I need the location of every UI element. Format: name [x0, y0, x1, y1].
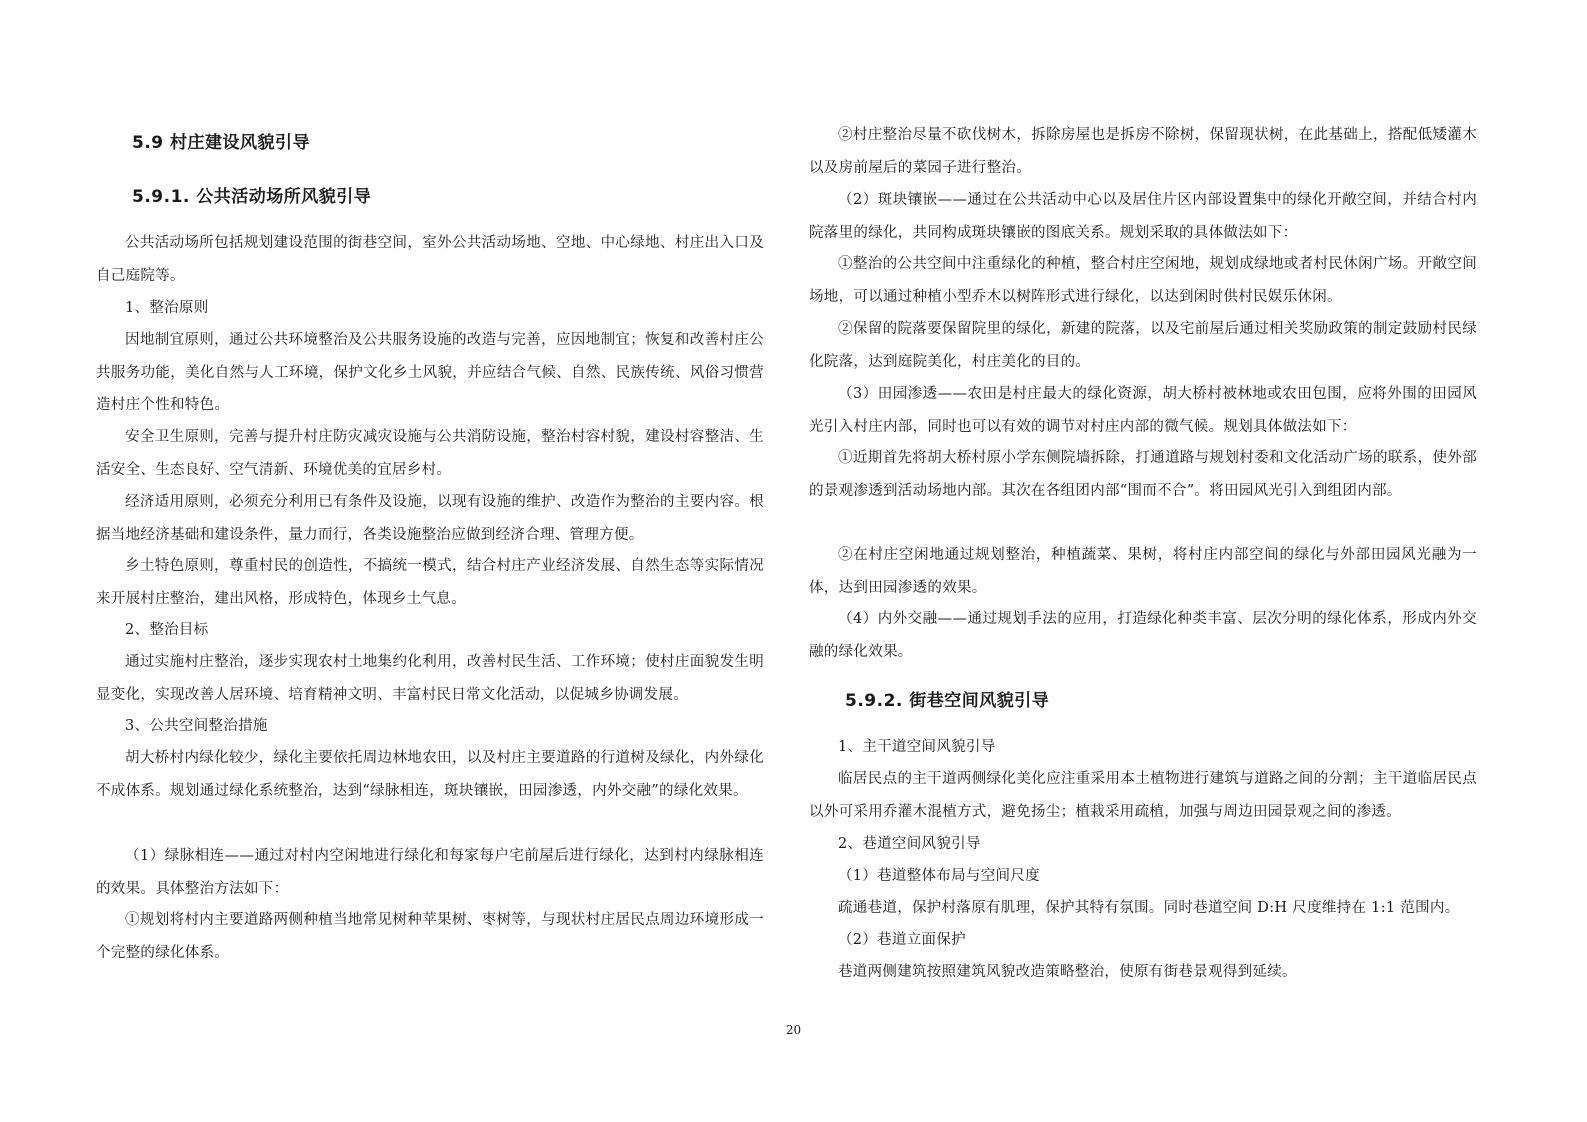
paragraph: 通过实施村庄整治，逐步实现农村土地集约化利用，改善村民生活、工作环境；使村庄面貌发生明显变化，实现改善人居环境、培育精神文明、丰富村民日常文化活动，以促城乡协调发展。 [96, 654, 764, 703]
paragraph: ①整治的公共空间中注重绿化的种植，整合村庄空闲地，规划成绿地或者村民休闲广场。开敞空间场地，可以通过种植小型乔木以树阵形式进行绿化，以达到闲时供村民娱乐休闲。 [809, 256, 1477, 305]
paragraph: 巷道两侧建筑按照建筑风貌改造策略整治，使原有街巷景观得到延续。 [838, 964, 1297, 980]
paragraph: 经济适用原则，必须充分利用已有条件及设施，以现有设施的维护、改造作为整治的主要内容。根据当地经济基础和建设条件，量力而行，各类设施整治应做到经济合理、管理方便。 [96, 494, 764, 543]
list-heading: 1、主干道空间风貌引导 [838, 739, 996, 755]
paragraph: （2）斑块镶嵌——通过在公共活动中心以及居住片区内部设置集中的绿化开敞空间，并结合村内院落里的绿化，共同构成斑块镶嵌的图底关系。规划采取的具体做法如下： [809, 192, 1477, 241]
section-heading: 5.9 村庄建设风貌引导 [132, 133, 311, 153]
paragraph: 安全卫生原则，完善与提升村庄防灾减灾设施与公共消防设施，整治村容村貌，建设村容整洁、生活安全、生态良好、空气清新、环境优美的宜居乡村。 [96, 429, 764, 478]
paragraph: ①近期首先将胡大桥村原小学东侧院墙拆除，打通道路与规划村委和文化活动广场的联系，使外部的景观渗透到活动场地内部。其次在各组团内部“围而不合”。将田园风光引入到组团内部。 [809, 450, 1477, 499]
paragraph: 乡土特色原则，尊重村民的创造性，不搞统一模式，结合村庄产业经济发展、自然生态等实际情况来开展村庄整治，建出风格，形成特色，体现乡土气息。 [96, 558, 764, 607]
paragraph: （3）田园渗透——农田是村庄最大的绿化资源，胡大桥村被林地或农田包围，应将外围的田园风光引入村庄内部，同时也可以有效的调节对村庄内部的微气候。规划具体做法如下： [809, 386, 1477, 435]
list-heading: 2、整治目标 [125, 622, 209, 638]
page-number: 20 [785, 1023, 802, 1037]
paragraph: ①规划将村内主要道路两侧种植当地常见树种苹果树、枣树等，与现状村庄居民点周边环境形成一个完整的绿化体系。 [96, 912, 764, 961]
paragraph: 疏通巷道，保护村落原有肌理，保护其特有氛围。同时巷道空间 D:H 尺度维持在 1:1 范围内。 [838, 900, 1460, 916]
paragraph: ②在村庄空闲地通过规划整治，种植蔬菜、果树，将村庄内部空间的绿化与外部田园风光融为一体，达到田园渗透的效果。 [809, 547, 1477, 596]
subsection-heading: 5.9.2. 街巷空间风貌引导 [845, 691, 1050, 711]
paragraph: 胡大桥村内绿化较少，绿化主要依托周边林地农田，以及村庄主要道路的行道树及绿化，内外绿化不成体系。规划通过绿化系统整治，达到“绿脉相连，斑块镶嵌，田园渗透，内外交融”的绿化效果。 [96, 750, 764, 799]
list-heading: 1、整治原则 [125, 300, 209, 316]
paragraph: 因地制宜原则，通过公共环境整治及公共服务设施的改造与完善，应因地制宜；恢复和改善村庄公共服务功能，美化自然与人工环境，保护文化乡土风貌，并应结合气候、自然、民族传统、风俗习惯营造村庄个性和特色。 [96, 332, 764, 413]
list-heading: 2、巷道空间风貌引导 [838, 836, 981, 852]
paragraph: ②保留的院落要保留院里的绿化，新建的院落，以及宅前屋后通过相关奖励政策的制定鼓励村民绿化院落，达到庭院美化，村庄美化的目的。 [809, 321, 1477, 370]
paragraph: 临居民点的主干道两侧绿化美化应注重采用本土植物进行建筑与道路之间的分割；主干道临居民点以外可采用乔灌木混植方式，避免扬尘；植栽采用疏植，加强与周边田园景观之间的渗透。 [809, 771, 1477, 820]
paragraph: （4）内外交融——通过规划手法的应用，打造绿化种类丰富、层次分明的绿化体系，形成内外交融的绿化效果。 [809, 611, 1477, 660]
list-heading: 3、公共空间整治措施 [125, 718, 268, 734]
paragraph: 公共活动场所包括规划建设范围的街巷空间，室外公共活动场地、空地、中心绿地、村庄出入口及自己庭院等。 [96, 235, 764, 284]
paragraph: （1）绿脉相连——通过对村内空闲地进行绿化和每家每户宅前屋后进行绿化，达到村内绿脉相连的效果。具体整治方法如下： [96, 848, 764, 897]
list-heading: （1）巷道整体布局与空间尺度 [838, 868, 1040, 884]
list-heading: （2）巷道立面保护 [838, 932, 966, 948]
paragraph: ②村庄整治尽量不砍伐树木，拆除房屋也是拆房不除树，保留现状树，在此基础上，搭配低矮灌木以及房前屋后的菜园子进行整治。 [809, 127, 1477, 176]
subsection-heading: 5.9.1. 公共活动场所风貌引导 [132, 187, 372, 207]
